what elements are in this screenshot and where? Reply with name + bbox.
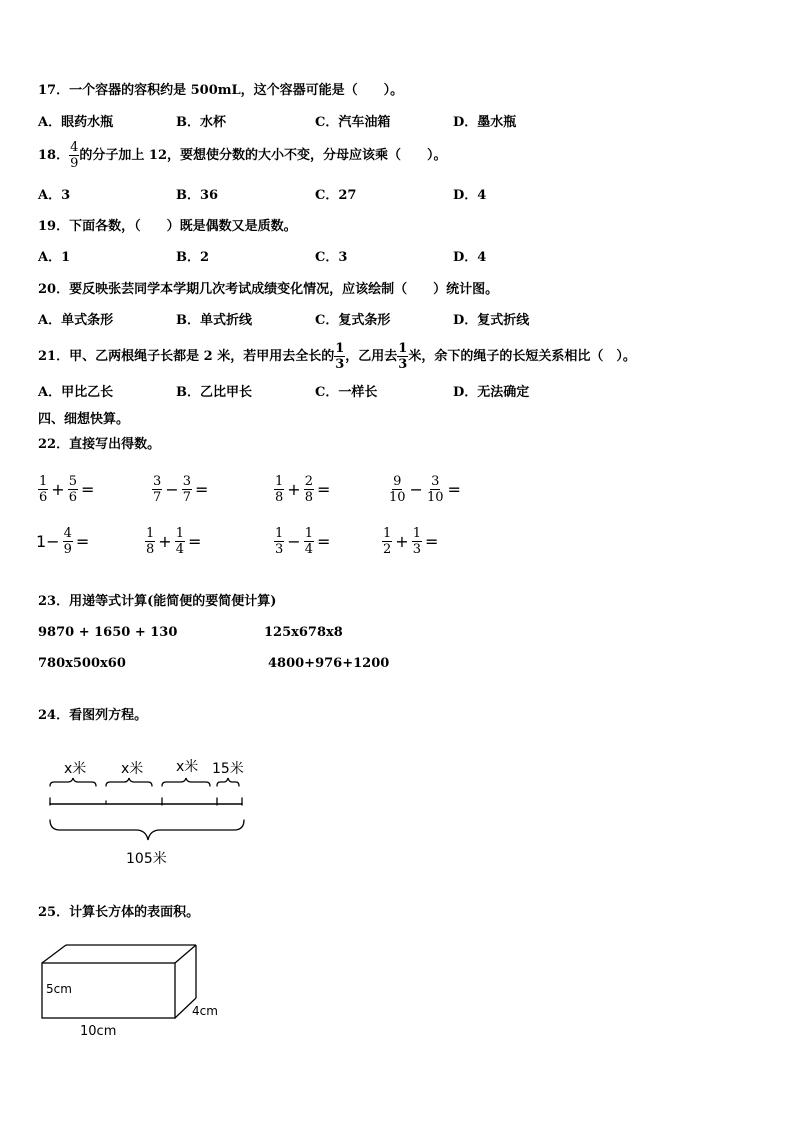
frac-numerator: 1 [275, 474, 284, 489]
section-heading: 四、细想快算。 [38, 412, 130, 427]
q21-frac1-numerator: 1 [335, 341, 345, 356]
q22-expression [152, 474, 208, 505]
frac-numerator: 1 [412, 526, 421, 541]
frac-denominator: 7 [153, 490, 162, 505]
q18-option-a: A．3 [38, 188, 71, 203]
question-24: 24．看图列方程。 [38, 708, 148, 723]
frac-numerator: 3 [153, 474, 162, 489]
segment-label: x米 [64, 761, 87, 777]
frac-denominator: 10 [389, 490, 406, 505]
q20-option-b: B．单式折线 [176, 313, 252, 328]
q22-expression [382, 526, 438, 557]
frac-denominator: 8 [146, 542, 155, 557]
q21-frac2-denominator: 3 [398, 357, 408, 372]
q18-option-b: B．36 [176, 188, 219, 203]
equals-sign: = [316, 532, 331, 551]
q21-stem-part2: ，乙用去 [345, 348, 398, 364]
depth-label: 4cm [192, 1004, 218, 1018]
equals-sign: = [187, 532, 202, 551]
operator: + [395, 532, 409, 551]
frac-denominator: 6 [68, 490, 77, 505]
frac-denominator: 2 [383, 542, 392, 557]
frac-denominator: 3 [275, 542, 284, 557]
question-25: 25．计算长方体的表面积。 [38, 905, 200, 920]
frac-denominator: 8 [304, 490, 313, 505]
q19-option-a: A．1 [38, 250, 71, 265]
question-17: 17．一个容器的容积约是 500mL，这个容器可能是（ ）。 [38, 83, 404, 98]
equals-sign: = [316, 480, 331, 499]
q22-expression [274, 474, 330, 505]
frac-denominator: 4 [175, 542, 184, 557]
q19-option-b: B．2 [176, 250, 210, 265]
q18-option-c: C．27 [315, 188, 357, 203]
q21-option-a: A．甲比乙长 [38, 385, 114, 400]
frac-numerator: 1 [383, 526, 392, 541]
question-20: 20．要反映张芸同学本学期几次考试成绩变化情况，应该绘制（ ）统计图。 [38, 282, 499, 297]
q20-option-a: A．单式条形 [38, 313, 114, 328]
question-23: 23．用递等式计算(能简便的要简便计算) [38, 594, 277, 609]
frac-numerator: 2 [304, 474, 313, 489]
q19-option-c: C．3 [315, 250, 348, 265]
operator: + [51, 480, 65, 499]
frac-numerator: 9 [393, 474, 402, 489]
frac-denominator: 4 [304, 542, 313, 557]
calc-item: 780x500x60 [38, 656, 126, 671]
frac-numerator: 4 [63, 526, 72, 541]
q18-option-d: D．4 [453, 188, 487, 203]
segment-label: 15米 [212, 761, 244, 777]
frac-numerator: 1 [304, 526, 313, 541]
q17-option-d: D．墨水瓶 [453, 115, 517, 130]
q21-fraction-1 [334, 341, 345, 372]
calc-item: 125x678x8 [264, 625, 343, 640]
q18-frac-numerator: 4 [70, 140, 79, 155]
total-length-label: 105米 [126, 851, 167, 867]
q18-stem: 的分子加上 12，要想使分数的大小不变，分母应该乘（ ）。 [79, 147, 447, 163]
q17-option-b: B．水杯 [176, 115, 226, 130]
q22-expression [145, 526, 201, 557]
q21-fraction-2 [397, 341, 408, 372]
question-22: 22．直接写出得数。 [38, 437, 161, 452]
q18-number: 18． [38, 147, 70, 163]
q21-stem-part1: 21．甲、乙两根绳子长都是 2 米，若甲用去全长的 [38, 348, 335, 364]
height-label: 5cm [46, 982, 72, 996]
question-18 [38, 140, 447, 171]
frac-denominator: 8 [275, 490, 284, 505]
frac-numerator: 1 [175, 526, 184, 541]
q17-option-c: C．汽车油箱 [315, 115, 391, 130]
q18-frac-denominator: 9 [70, 156, 79, 171]
q21-option-b: B．乙比甲长 [176, 385, 252, 400]
frac-denominator: 10 [426, 490, 444, 505]
frac-numerator: 5 [68, 474, 77, 489]
equals-sign: = [75, 532, 90, 551]
q21-option-d: D．无法确定 [453, 385, 530, 400]
length-label: 10cm [80, 1024, 117, 1039]
q21-frac1-denominator: 3 [335, 357, 345, 372]
equals-sign: = [424, 532, 439, 551]
operator: − [287, 532, 301, 551]
q22-expression [38, 474, 94, 505]
equals-sign: = [194, 480, 209, 499]
question-19: 19．下面各数，（ ）既是偶数又是质数。 [38, 219, 297, 234]
frac-denominator: 3 [412, 542, 421, 557]
frac-denominator: 7 [182, 490, 191, 505]
segment-label: x米 [176, 759, 199, 775]
frac-denominator: 6 [39, 490, 48, 505]
operator: − [165, 480, 179, 499]
calc-item: 4800+976+1200 [268, 656, 390, 671]
operator: + [287, 480, 301, 499]
q17-option-a: A．眼药水瓶 [38, 115, 114, 130]
q21-frac2-numerator: 1 [398, 341, 408, 356]
q22-expression [274, 526, 330, 557]
segment-diagram [40, 752, 260, 872]
operator: + [158, 532, 172, 551]
q21-option-c: C．一样长 [315, 385, 378, 400]
operator: − [409, 480, 423, 499]
q22-expression [388, 474, 461, 505]
frac-numerator: 3 [431, 474, 440, 489]
q22-expression [36, 526, 89, 557]
equals-sign: = [80, 480, 95, 499]
q18-fraction [69, 140, 79, 171]
q20-option-c: C．复式条形 [315, 313, 391, 328]
segment-label: x米 [121, 761, 144, 777]
q21-stem-part3: 米，余下的绳子的长短关系相比（ ）。 [408, 348, 636, 364]
question-21 [38, 341, 636, 372]
q19-option-d: D．4 [453, 250, 487, 265]
frac-numerator: 1 [39, 474, 48, 489]
q20-option-d: D．复式折线 [453, 313, 530, 328]
frac-denominator: 9 [63, 542, 72, 557]
operator: 1− [36, 532, 60, 551]
frac-numerator: 1 [275, 526, 284, 541]
frac-numerator: 1 [146, 526, 155, 541]
cuboid-figure [36, 940, 236, 1050]
equals-sign: = [447, 480, 461, 499]
frac-numerator: 3 [182, 474, 191, 489]
calc-item: 9870 + 1650 + 130 [38, 625, 178, 640]
